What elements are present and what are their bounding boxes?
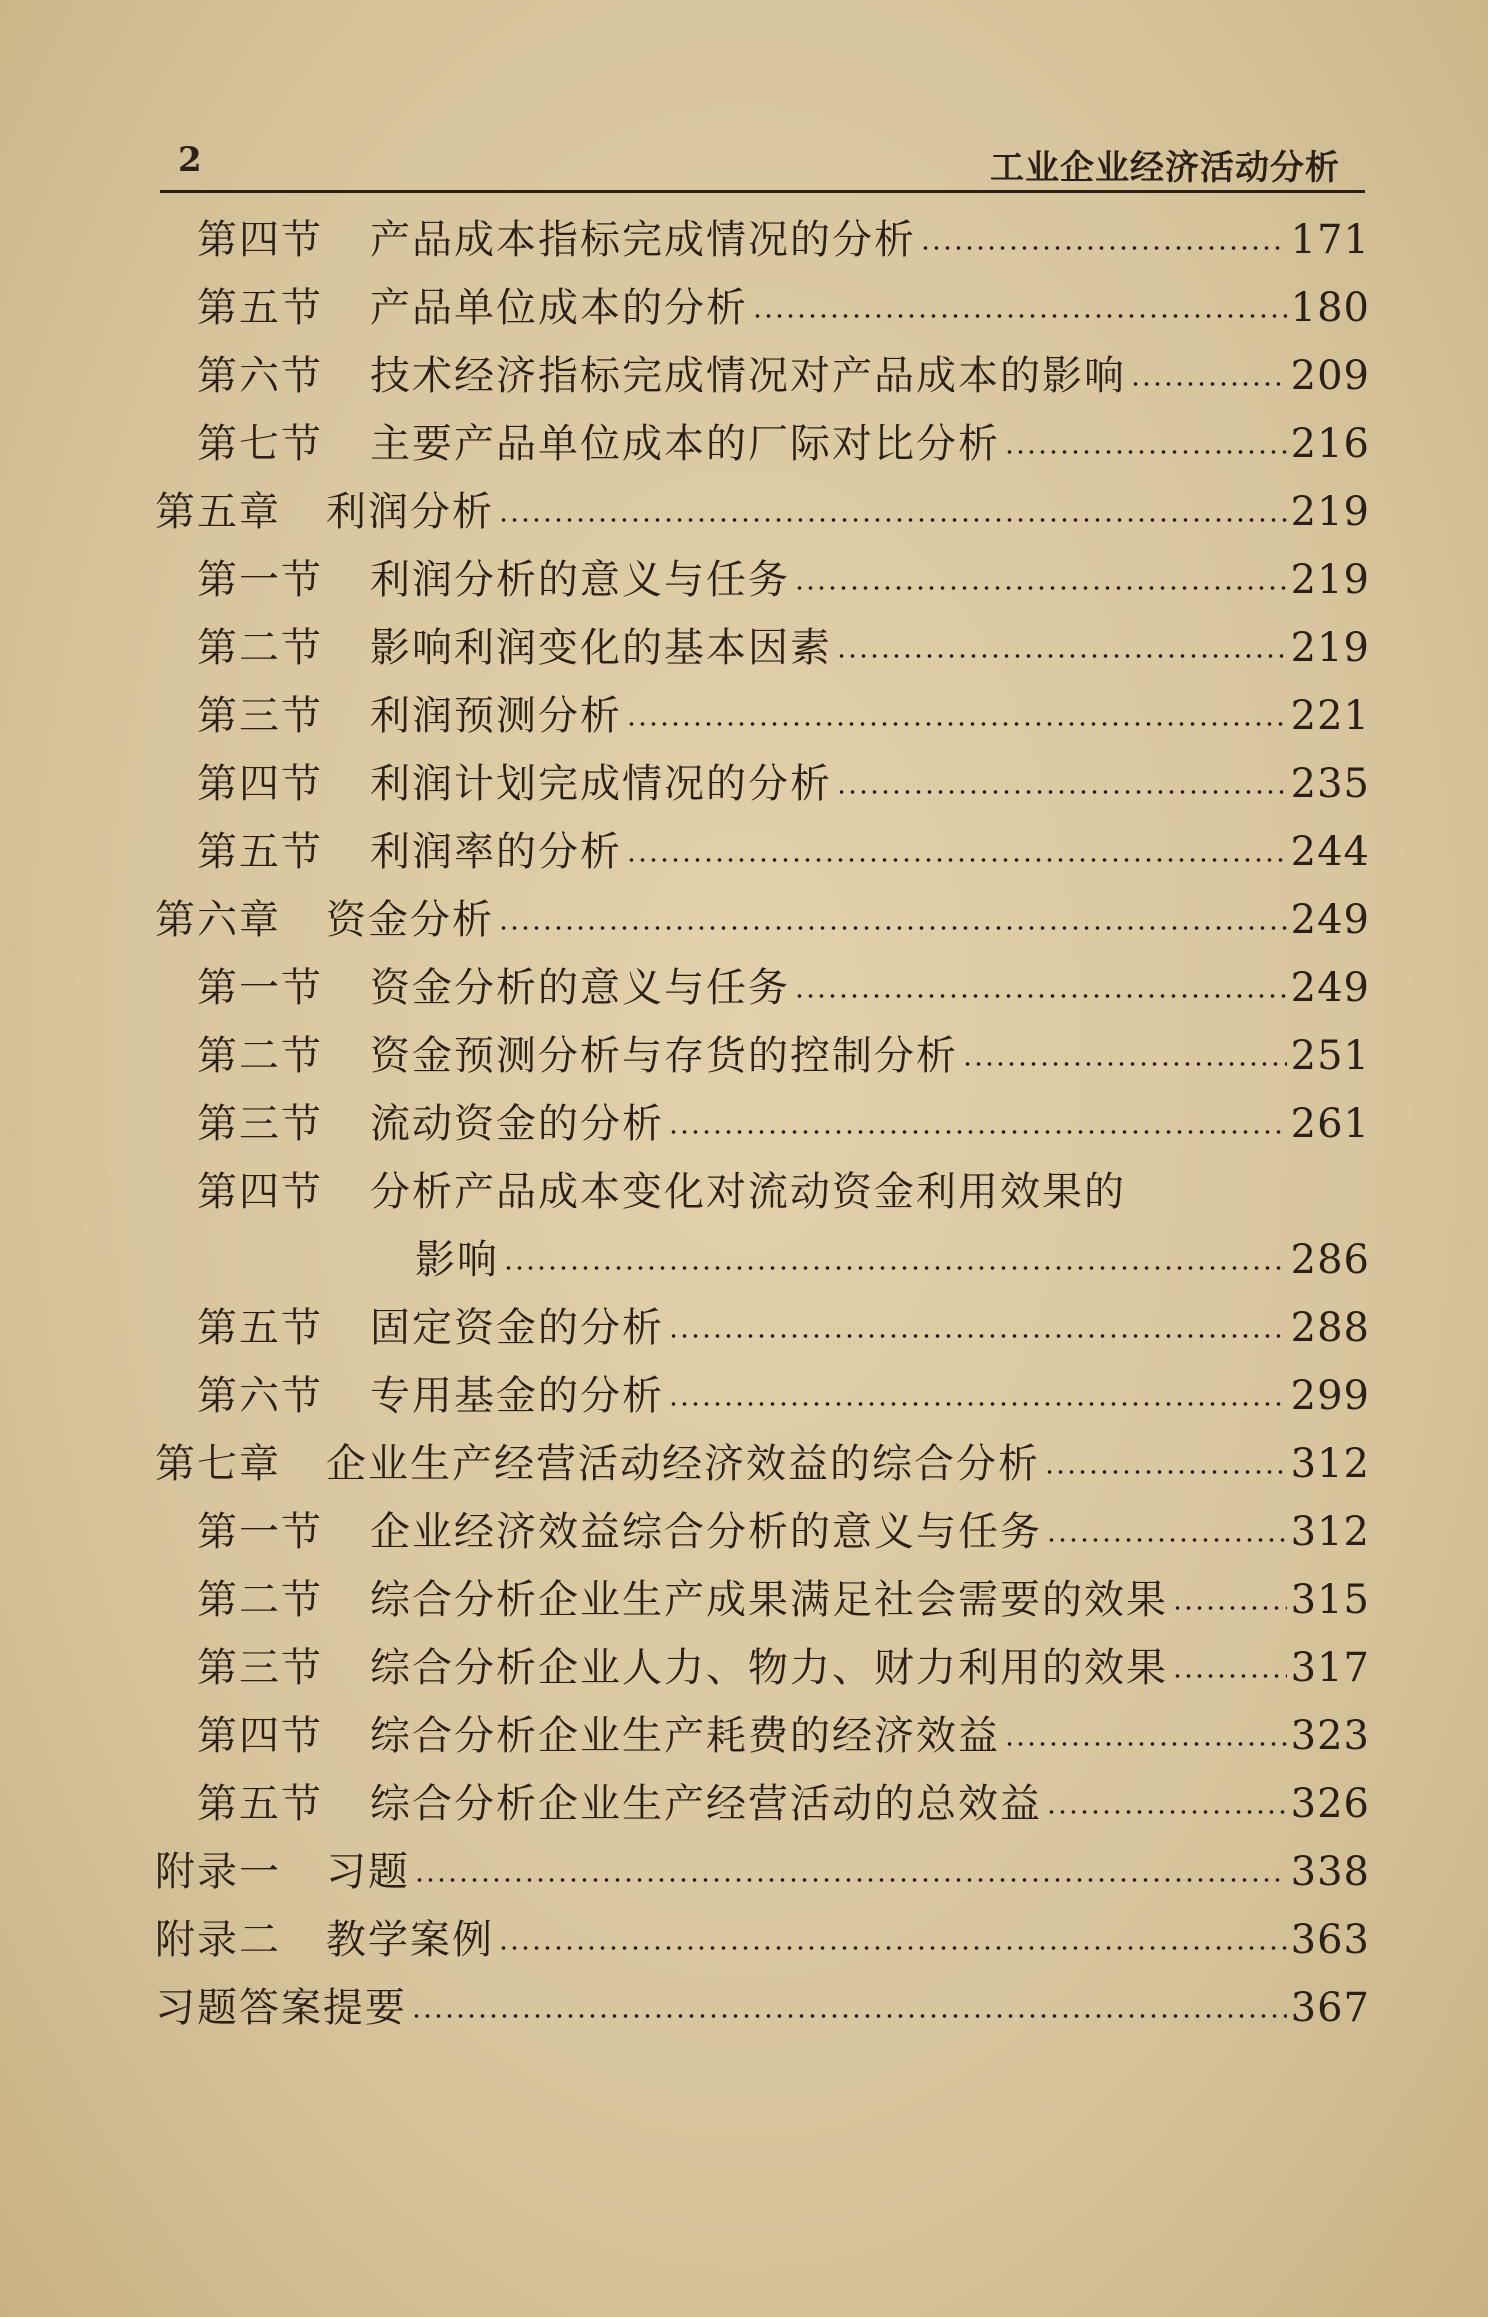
toc-entry [0, 958, 1488, 1018]
page-number: 2 [178, 140, 202, 180]
toc-entry-label: 第一节 [197, 1509, 323, 1555]
running-title: 工业企业经济活动分析 [990, 148, 1340, 188]
toc-entry-label: 第五节 [197, 1305, 323, 1351]
toc-entry-label: 第三节 [197, 693, 323, 739]
toc-entry-page: 171 [1290, 217, 1370, 263]
toc-entry-page: 209 [1290, 353, 1370, 399]
leader-dots [411, 2014, 1287, 2018]
toc-entry-label: 第三节 [197, 1101, 323, 1147]
toc-entry [0, 1162, 1488, 1222]
toc-entry [0, 1706, 1488, 1766]
toc-entry [0, 1366, 1488, 1426]
toc-entry-page: 299 [1290, 1373, 1370, 1419]
toc-entry-title: 产品单位成本的分析 [370, 285, 748, 331]
toc-entry-page: 312 [1290, 1509, 1370, 1555]
toc-entry-title: 综合分析企业生产耗费的经济效益 [370, 1713, 1000, 1759]
toc-entry-label: 第一节 [197, 557, 323, 603]
toc-entry-title: 综合分析企业生产成果满足社会需要的效果 [370, 1577, 1168, 1623]
toc-entry-page: 249 [1290, 897, 1370, 943]
leader-dots [503, 1266, 1287, 1270]
toc-appendix [0, 1842, 1488, 1902]
leader-dots [414, 1878, 1287, 1882]
toc-chapter [0, 482, 1488, 542]
toc-entry-title: 专用基金的分析 [370, 1373, 664, 1419]
toc-entry-label: 附录一 [155, 1849, 281, 1895]
toc-entry-label: 第四节 [197, 1713, 323, 1759]
toc-entry-label: 第六章 [155, 897, 281, 943]
toc-entry-title: 固定资金的分析 [370, 1305, 664, 1351]
toc-entry-title: 资金预测分析与存货的控制分析 [370, 1033, 958, 1079]
leader-dots [1004, 450, 1287, 454]
toc-entry-page: 288 [1290, 1305, 1370, 1351]
leader-dots [1172, 1606, 1287, 1610]
leader-dots [1046, 1810, 1287, 1814]
toc-entry-title: 习题答案提要 [155, 1985, 407, 2031]
toc-entry [0, 1774, 1488, 1834]
toc-entry [0, 346, 1488, 406]
toc-entry-title: 技术经济指标完成情况对产品成本的影响 [370, 353, 1126, 399]
toc-entry-page: 317 [1290, 1645, 1370, 1691]
toc-entry [0, 1570, 1488, 1630]
toc-entry-title: 利润分析 [326, 489, 494, 535]
toc-entry-title: 企业生产经营活动经济效益的综合分析 [326, 1441, 1040, 1487]
toc-entry-page: 219 [1290, 489, 1370, 535]
toc-entry-page: 180 [1290, 285, 1370, 331]
toc-entry [0, 1638, 1488, 1698]
toc-chapter [0, 1434, 1488, 1494]
toc-entry-label: 第五节 [197, 829, 323, 875]
toc-entry-label: 第五章 [155, 489, 281, 535]
toc-entry-page: 323 [1290, 1713, 1370, 1759]
toc-entry-label: 第四节 [197, 761, 323, 807]
toc-entry-label: 第七章 [155, 1441, 281, 1487]
toc-entry-label: 第六节 [197, 1373, 323, 1419]
toc-entry-continuation [0, 1230, 1488, 1290]
toc-entry [0, 1502, 1488, 1562]
toc-entry-label: 第二节 [197, 1033, 323, 1079]
toc-entry-title: 资金分析 [326, 897, 494, 943]
toc-entry-title: 利润预测分析 [370, 693, 622, 739]
leader-dots [836, 654, 1287, 658]
toc-entry [0, 754, 1488, 814]
toc-entry-page: 326 [1290, 1781, 1370, 1827]
leader-dots [626, 722, 1287, 726]
toc-entry-label: 附录二 [155, 1917, 281, 1963]
toc-entry-label: 第七节 [197, 421, 323, 467]
toc-entry [0, 618, 1488, 678]
toc-answers [0, 1978, 1488, 2038]
page-header [160, 140, 1360, 190]
leader-dots [794, 586, 1287, 590]
toc-entry [0, 210, 1488, 270]
toc-appendix [0, 1910, 1488, 1970]
leader-dots [1130, 382, 1287, 386]
toc-entry-title: 综合分析企业人力、物力、财力利用的效果 [370, 1645, 1168, 1691]
leader-dots [920, 246, 1287, 250]
toc-entry-page: 221 [1290, 693, 1370, 739]
leader-dots [1044, 1470, 1287, 1474]
toc-entry [0, 1094, 1488, 1154]
toc-entry [0, 278, 1488, 338]
toc-entry-page: 216 [1290, 421, 1370, 467]
toc-entry [0, 1298, 1488, 1358]
toc-chapter [0, 890, 1488, 950]
leader-dots [668, 1130, 1287, 1134]
leader-dots [498, 926, 1287, 930]
leader-dots [498, 518, 1287, 522]
toc-entry-label: 第五节 [197, 1781, 323, 1827]
toc-entry-title: 利润计划完成情况的分析 [370, 761, 832, 807]
toc-entry [0, 550, 1488, 610]
leader-dots [962, 1062, 1287, 1066]
toc-entry-page: 219 [1290, 557, 1370, 603]
toc-entry-title: 综合分析企业生产经营活动的总效益 [370, 1781, 1042, 1827]
toc-entry-page: 338 [1290, 1849, 1370, 1895]
toc-entry-title: 习题 [326, 1849, 410, 1895]
toc-entry-label: 第四节 [197, 217, 323, 263]
toc-entry-page: 219 [1290, 625, 1370, 671]
toc-entry-title: 利润率的分析 [370, 829, 622, 875]
header-rule [160, 190, 1365, 193]
leader-dots [668, 1334, 1287, 1338]
toc-entry-label: 第六节 [197, 353, 323, 399]
toc-entry-label: 第二节 [197, 1577, 323, 1623]
toc-entry-label: 第二节 [197, 625, 323, 671]
toc-entry [0, 822, 1488, 882]
leader-dots [836, 790, 1287, 794]
toc-entry-label: 第五节 [197, 285, 323, 331]
toc-entry-page: 261 [1290, 1101, 1370, 1147]
leader-dots [626, 858, 1287, 862]
toc-entry-page: 244 [1290, 829, 1370, 875]
toc-entry-title: 企业经济效益综合分析的意义与任务 [370, 1509, 1042, 1555]
toc-entry-title: 教学案例 [326, 1917, 494, 1963]
toc-entry-page: 367 [1290, 1985, 1370, 2031]
toc-entry-page: 312 [1290, 1441, 1370, 1487]
toc-entry [0, 686, 1488, 746]
toc-entry-title: 流动资金的分析 [370, 1101, 664, 1147]
toc-entry [0, 1026, 1488, 1086]
toc-entry-title: 分析产品成本变化对流动资金利用效果的 [370, 1169, 1126, 1215]
toc-entry-page: 363 [1290, 1917, 1370, 1963]
toc-entry-page: 249 [1290, 965, 1370, 1011]
toc-entry-page: 235 [1290, 761, 1370, 807]
toc-entry-label: 第三节 [197, 1645, 323, 1691]
toc-entry-label: 第四节 [197, 1169, 323, 1215]
toc-entry-title: 产品成本指标完成情况的分析 [370, 217, 916, 263]
toc-entry-title: 利润分析的意义与任务 [370, 557, 790, 603]
leader-dots [668, 1402, 1287, 1406]
leader-dots [1004, 1742, 1287, 1746]
leader-dots [498, 1946, 1287, 1950]
toc-entry-title: 主要产品单位成本的厂际对比分析 [370, 421, 1000, 467]
toc-entry-title: 影响 [415, 1237, 499, 1283]
toc-entry-title: 影响利润变化的基本因素 [370, 625, 832, 671]
leader-dots [1046, 1538, 1287, 1542]
toc-entry [0, 414, 1488, 474]
leader-dots [1172, 1674, 1287, 1678]
leader-dots [794, 994, 1287, 998]
toc-entry-page: 286 [1290, 1237, 1370, 1283]
toc-entry-title: 资金分析的意义与任务 [370, 965, 790, 1011]
leader-dots [752, 314, 1287, 318]
toc-entry-label: 第一节 [197, 965, 323, 1011]
toc-entry-page: 315 [1290, 1577, 1370, 1623]
toc-entry-page: 251 [1290, 1033, 1370, 1079]
